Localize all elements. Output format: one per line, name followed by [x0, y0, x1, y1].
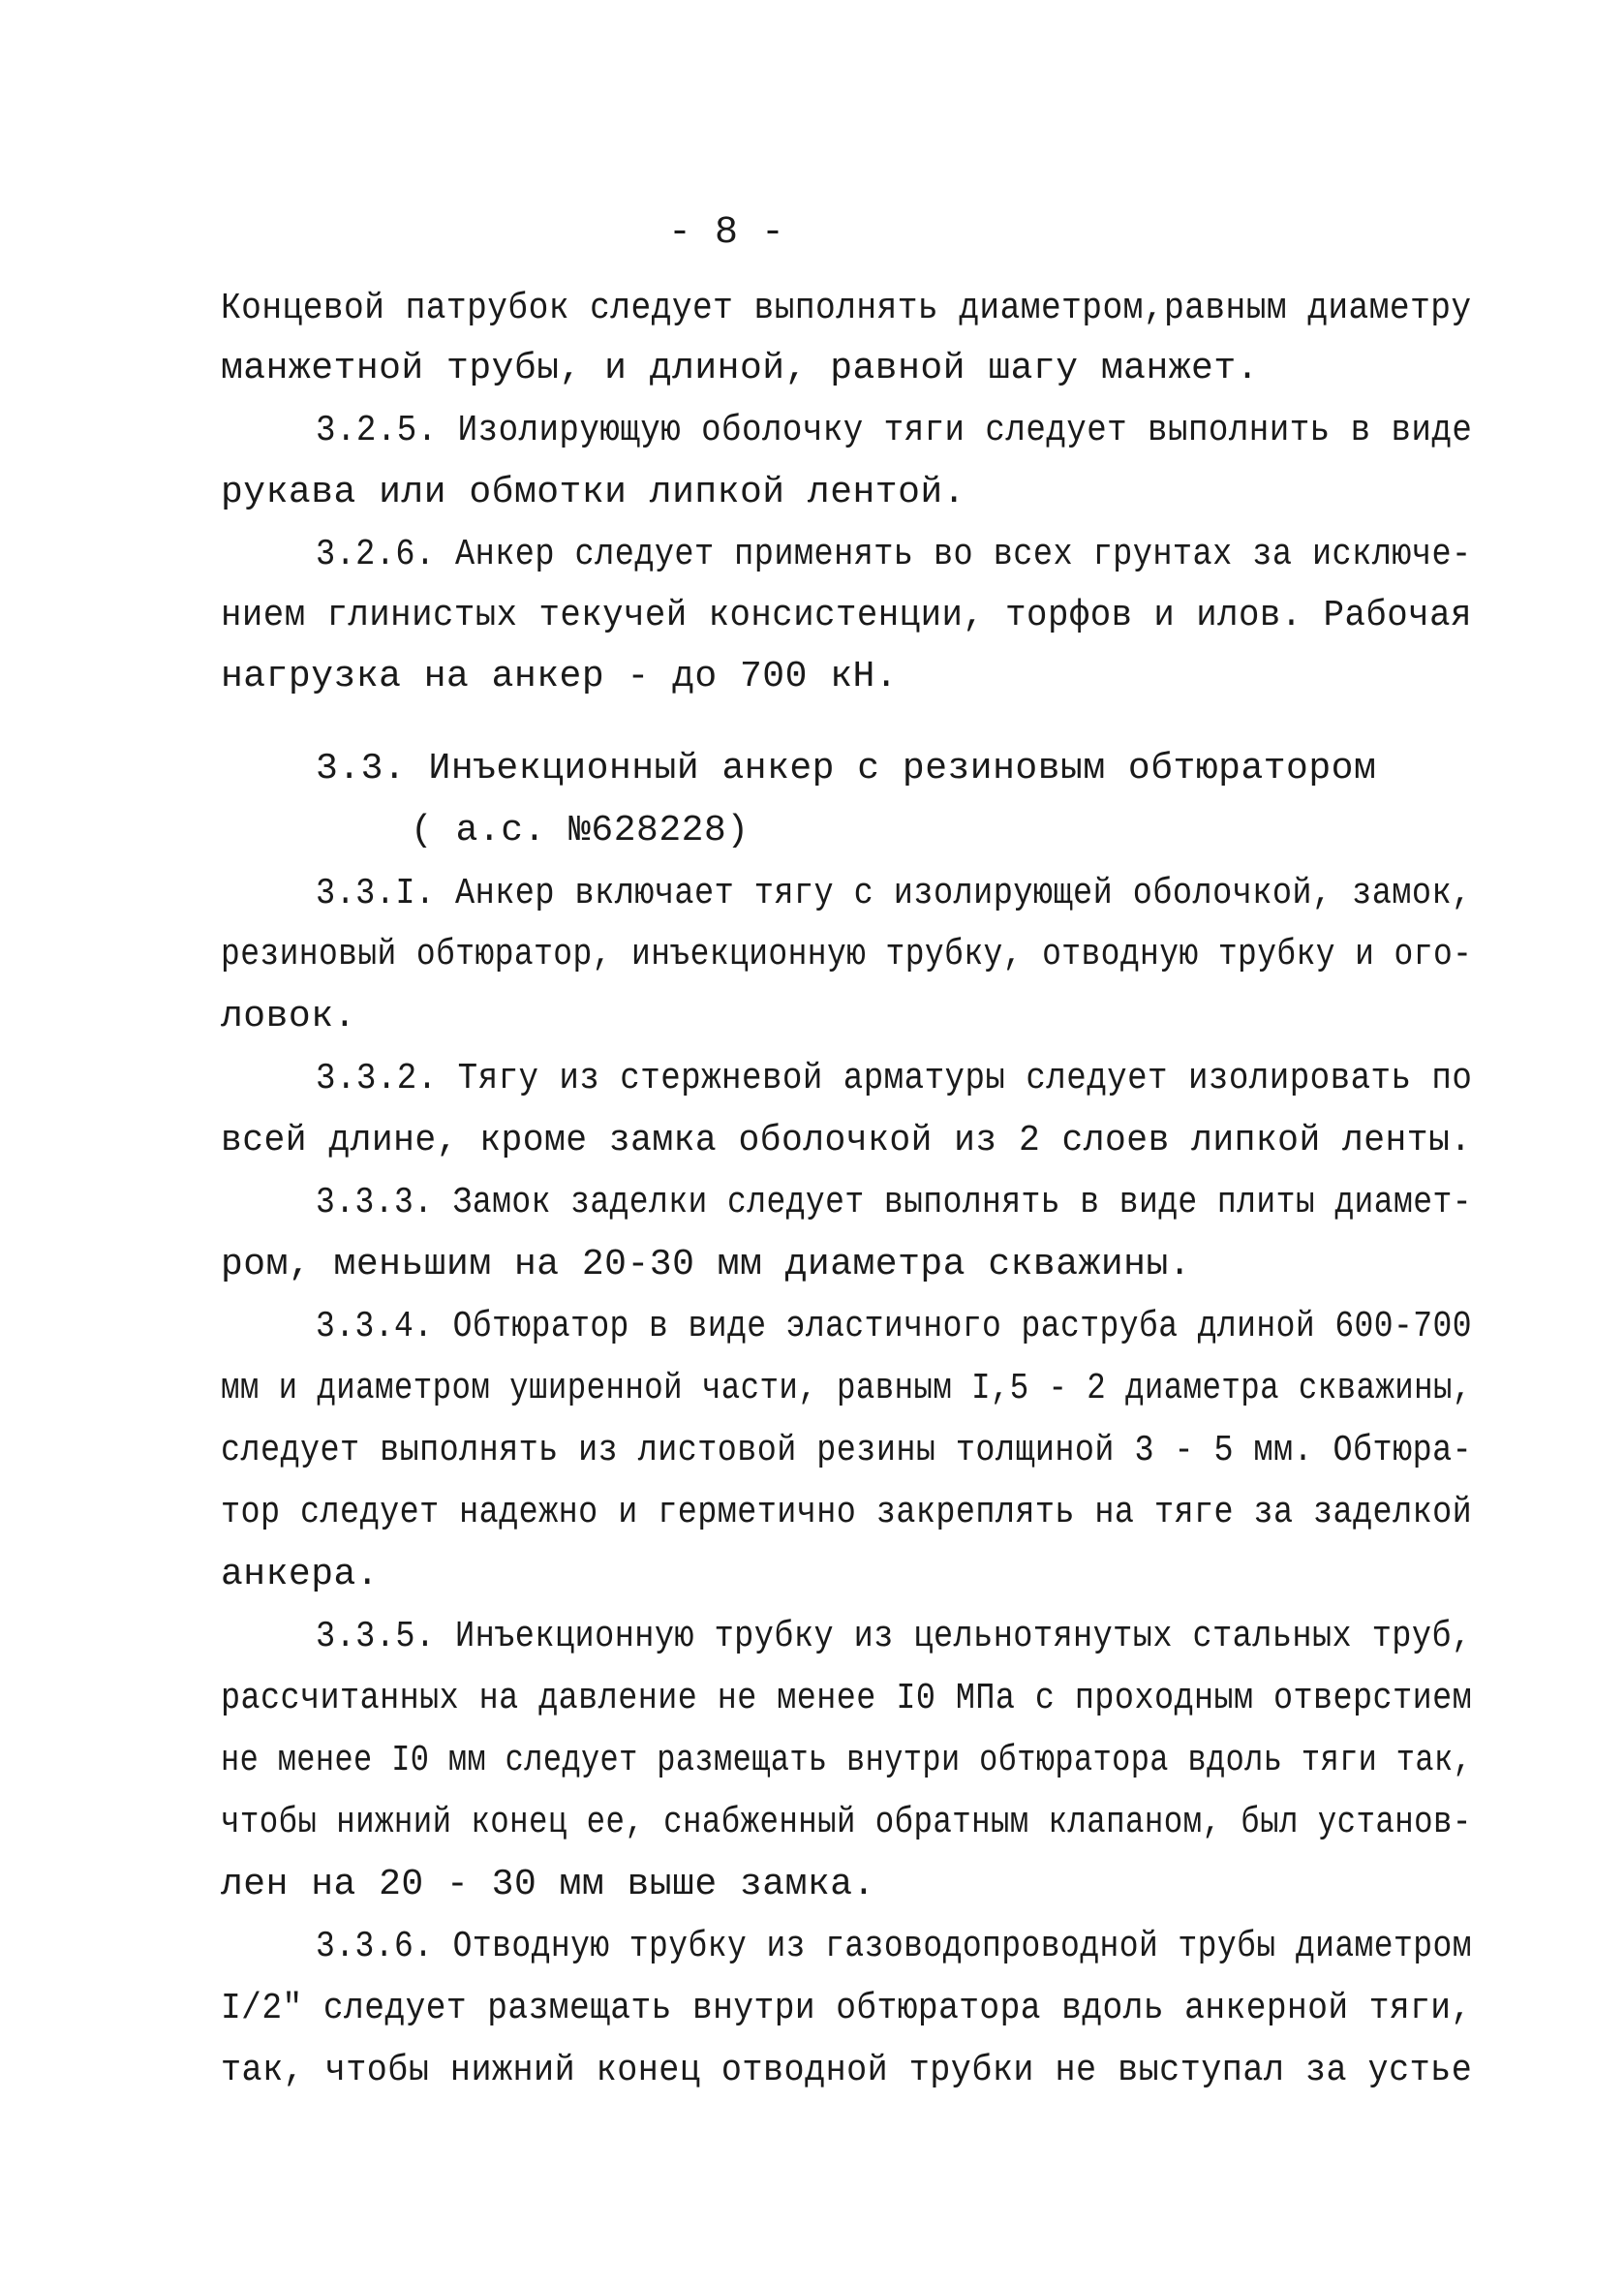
text-line: чтобы нижний конец ее, снабженный обратным клапаном, был установ-: [221, 1802, 1472, 1843]
section-heading: 3.3. Инъекционный анкер с резиновым обтюратором: [316, 748, 1377, 789]
text-line: манжетной трубы, и длиной, равной шагу манжет.: [221, 348, 1259, 389]
text-line: 3.3.3. Замок заделки следует выполнять в виде плиты диамет-: [316, 1182, 1472, 1223]
text-line: 3.3.2. Тягу из стержневой арматуры следует изолировать по: [316, 1058, 1473, 1099]
text-line: 3.2.6. Анкер следует применять во всех грунтах за исключе-: [316, 534, 1472, 575]
text-line: так, чтобы нижний конец отводной трубки не выступал за устье: [221, 2050, 1473, 2091]
text-line: I/2" следует размещать внутри обтюратора вдоль анкерной тяги,: [221, 1988, 1472, 2029]
text-line: анкера.: [221, 1554, 380, 1595]
text-line: рукава или обмотки липкой лентой.: [221, 472, 966, 513]
text-line: 3.3.I. Анкер включает тягу с изолирующей оболочкой, замок,: [316, 873, 1472, 914]
text-line: ром, меньшим на 20-30 мм диаметра скважины.: [221, 1244, 1192, 1285]
text-line: Концевой патрубок следует выполнять диаметром,равным диаметру: [221, 288, 1472, 329]
text-line: следует выполнять из листовой резины толщиной 3 - 5 мм. Обтюра-: [221, 1430, 1473, 1471]
text-line: всей длине, кроме замка оболочкой из 2 слоев липкой ленты.: [221, 1120, 1472, 1161]
text-line: 3.3.6. Отводную трубку из газоводопроводной трубы диаметром: [316, 1926, 1472, 1967]
section-reference: ( а.с. №628228): [411, 810, 750, 851]
page-number: - 8 -: [668, 211, 785, 255]
text-line: мм и диаметром уширенной части, равным I,5 - 2 диаметра скважины,: [221, 1368, 1472, 1409]
text-line: 3.3.5. Инъекционную трубку из цельнотянутых стальных труб,: [316, 1616, 1472, 1657]
text-line: нагрузка на анкер - до 700 кН.: [221, 656, 899, 697]
text-line: рассчитанных на давление не менее I0 МПа с проходным отверстием: [221, 1678, 1473, 1719]
text-line: лен на 20 - 30 мм выше замка.: [221, 1864, 875, 1905]
text-line: резиновый обтюратор, инъекционную трубку, отводную трубку и ого-: [221, 934, 1473, 975]
text-line: 3.3.4. Обтюратор в виде эластичного раструба длиной 600-700: [316, 1306, 1472, 1347]
text-line: не менее I0 мм следует размещать внутри обтюратора вдоль тяги так,: [221, 1740, 1473, 1781]
text-line: тор следует надежно и герметично закреплять на тяге за заделкой: [221, 1492, 1473, 1533]
text-line: ловок.: [221, 996, 356, 1037]
text-line: нием глинистых текучей консистенции, торфов и илов. Рабочая: [221, 595, 1472, 636]
text-line: 3.2.5. Изолирующую оболочку тяги следует выполнить в виде: [316, 410, 1473, 451]
